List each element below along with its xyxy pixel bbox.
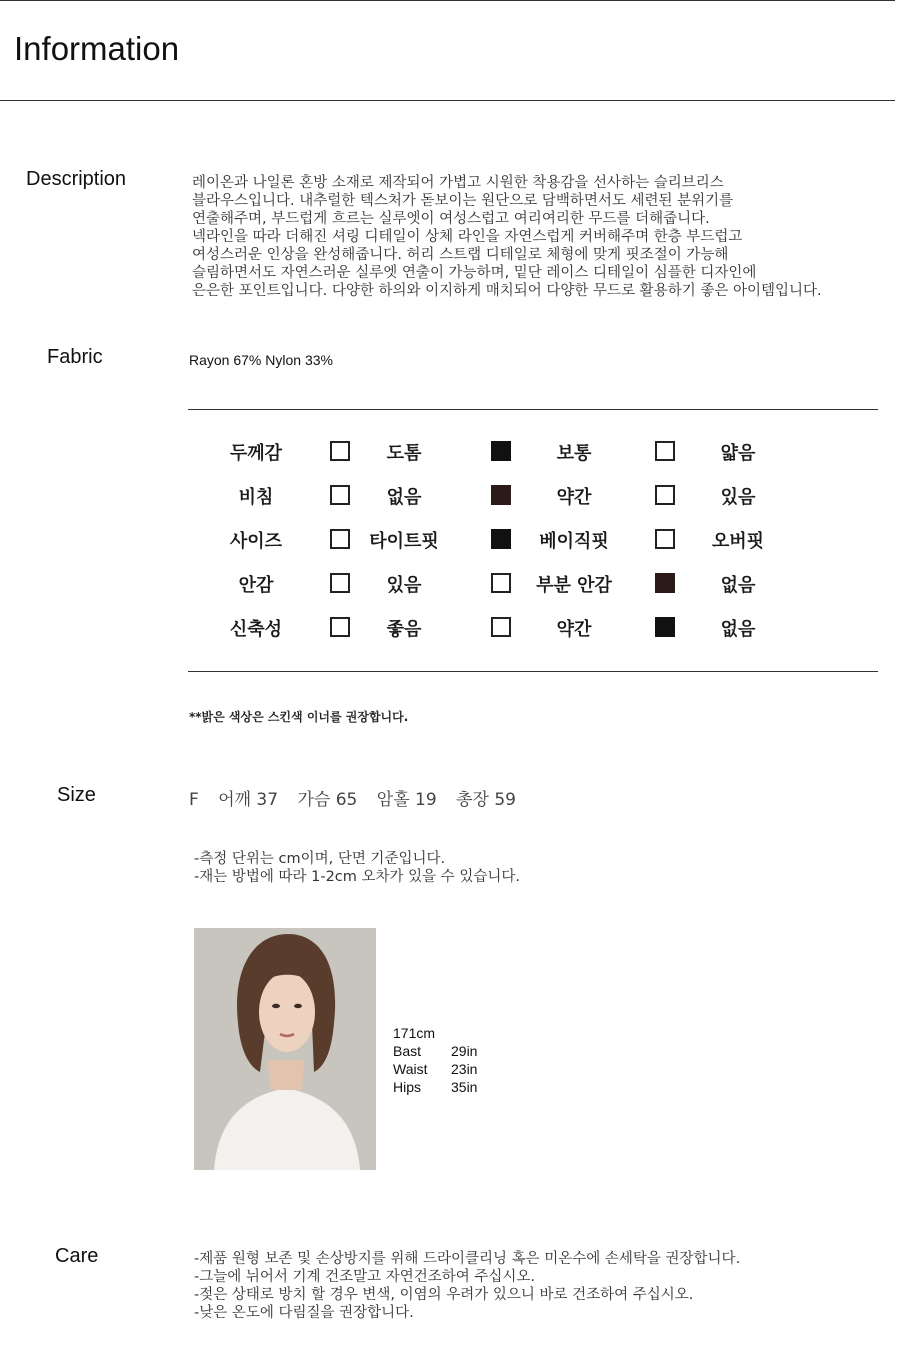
top-rule bbox=[0, 0, 895, 1]
size-values bbox=[189, 785, 530, 810]
description-line: 블라우스입니다. 내추럴한 텍스처가 돋보이는 원단으로 담백하면서도 세련된 분위기를 bbox=[192, 193, 734, 209]
measurement-name: Waist bbox=[393, 1061, 428, 1077]
fabric-row-sheerness bbox=[188, 474, 878, 518]
measurement-row bbox=[393, 1060, 477, 1078]
option-label: 타이트핏 bbox=[369, 531, 439, 552]
option-label: 도톰 bbox=[386, 443, 422, 464]
checkbox bbox=[491, 573, 511, 593]
size-note: -측정 단위는 cm이며, 단면 기준입니다. bbox=[194, 851, 446, 867]
description-line: 레이온과 나일론 혼방 소재로 제작되어 가볍고 시원한 착용감을 선사하는 슬리브리스 bbox=[192, 175, 724, 191]
size-value: 암홀 19 bbox=[376, 790, 437, 810]
care-instructions bbox=[194, 1250, 740, 1322]
measurement-row bbox=[393, 1078, 477, 1096]
checkbox bbox=[491, 529, 511, 549]
option-label: 없음 bbox=[720, 575, 756, 596]
option-label: 부분 안감 bbox=[536, 575, 612, 596]
row-label: 사이즈 bbox=[229, 531, 283, 552]
checkbox bbox=[491, 617, 511, 637]
checkbox bbox=[655, 573, 675, 593]
option-label: 약간 bbox=[556, 487, 592, 508]
model-photo bbox=[194, 928, 376, 1170]
checkbox bbox=[330, 573, 350, 593]
option-label: 없음 bbox=[386, 487, 422, 508]
size-value: F bbox=[189, 790, 199, 810]
measurement-value: 29in bbox=[451, 1043, 478, 1059]
option-label: 약간 bbox=[556, 619, 592, 640]
description-label: Description bbox=[26, 168, 127, 190]
fabric-attribute-table bbox=[188, 430, 878, 650]
checkbox bbox=[330, 441, 350, 461]
description-line: 은은한 포인트입니다. 다양한 하의와 이지하게 매치되어 다양한 무드로 활용하기 좋은 아이템입니다. bbox=[192, 283, 822, 299]
checkbox bbox=[330, 617, 350, 637]
checkbox bbox=[330, 485, 350, 505]
fabric-row-stretch bbox=[188, 606, 878, 650]
fabric-composition: Rayon 67% Nylon 33% bbox=[189, 352, 333, 368]
fabric-label: Fabric bbox=[47, 346, 103, 368]
row-label: 비침 bbox=[238, 487, 274, 508]
option-label: 좋음 bbox=[386, 619, 422, 640]
option-label: 베이직핏 bbox=[539, 531, 609, 552]
checkbox bbox=[655, 529, 675, 549]
checkbox bbox=[491, 485, 511, 505]
checkbox bbox=[491, 441, 511, 461]
size-notes bbox=[194, 850, 520, 886]
page-title: Information bbox=[14, 30, 180, 67]
row-label: 두께감 bbox=[229, 443, 283, 464]
description-line: 넥라인을 따라 더해진 셔링 디테일이 상체 라인을 자연스럽게 커버해주며 한층 부드럽고 bbox=[192, 229, 743, 245]
size-note: -재는 방법에 따라 1-2cm 오차가 있을 수 있습니다. bbox=[194, 869, 521, 885]
fabric-note: **밝은 색상은 스킨색 이너를 권장합니다. bbox=[189, 710, 409, 724]
size-label: Size bbox=[57, 784, 96, 806]
option-label: 얇음 bbox=[720, 443, 756, 464]
option-label: 없음 bbox=[720, 619, 756, 640]
fabric-row-thickness bbox=[188, 430, 878, 474]
size-value: 총장 59 bbox=[456, 790, 516, 810]
care-line: -낮은 온도에 다림질을 권장합니다. bbox=[194, 1305, 414, 1321]
checkbox bbox=[655, 617, 675, 637]
description-line: 슬림하면서도 자연스러운 실루엣 연출이 가능하며, 밑단 레이스 디테일이 심플한 디자인에 bbox=[192, 265, 757, 281]
fabric-table-bottom-rule bbox=[188, 671, 878, 672]
header-divider bbox=[0, 100, 895, 101]
care-label: Care bbox=[55, 1245, 99, 1267]
option-label: 보통 bbox=[556, 443, 592, 464]
care-line: -젖은 상태로 방치 할 경우 변색, 이염의 우려가 있으니 바로 건조하여 주십시오. bbox=[194, 1287, 694, 1303]
checkbox bbox=[655, 441, 675, 461]
checkbox bbox=[330, 529, 350, 549]
measurement-row bbox=[393, 1042, 477, 1060]
model-photo-illustration bbox=[194, 928, 376, 1170]
care-line: -그늘에 뉘어서 기계 건조말고 자연건조하여 주십시오. bbox=[194, 1269, 536, 1285]
option-label: 있음 bbox=[386, 575, 422, 596]
row-label: 안감 bbox=[238, 575, 274, 596]
description-line: 여성스러운 인상을 완성해줍니다. 허리 스트랩 디테일로 체형에 맞게 핏조절이 가능해 bbox=[192, 247, 729, 263]
option-label: 오버핏 bbox=[711, 531, 765, 552]
fabric-table-top-rule bbox=[188, 409, 878, 410]
description-line: 연출해주며, 부드럽게 흐르는 실루엣이 여성스럽고 여리여리한 무드를 더해줍니다. bbox=[192, 211, 710, 227]
checkbox bbox=[655, 485, 675, 505]
measurement-value: 35in bbox=[451, 1079, 478, 1095]
measurement-name: Hips bbox=[393, 1079, 422, 1095]
row-label: 신축성 bbox=[229, 619, 283, 640]
model-measurements bbox=[393, 1024, 477, 1096]
care-line: -제품 원형 보존 및 손상방지를 위해 드라이클리닝 혹은 미온수에 손세탁을 권장합니다. bbox=[194, 1251, 741, 1267]
fabric-row-lining bbox=[188, 562, 878, 606]
size-value: 어깨 37 bbox=[218, 790, 279, 810]
measurement-value: 23in bbox=[451, 1061, 478, 1077]
size-value: 가슴 65 bbox=[297, 790, 358, 810]
measurement-name: Bast bbox=[393, 1043, 422, 1059]
model-height: 171cm bbox=[393, 1025, 436, 1041]
fabric-row-fit bbox=[188, 518, 878, 562]
option-label: 있음 bbox=[720, 487, 756, 508]
description-text bbox=[192, 174, 822, 300]
